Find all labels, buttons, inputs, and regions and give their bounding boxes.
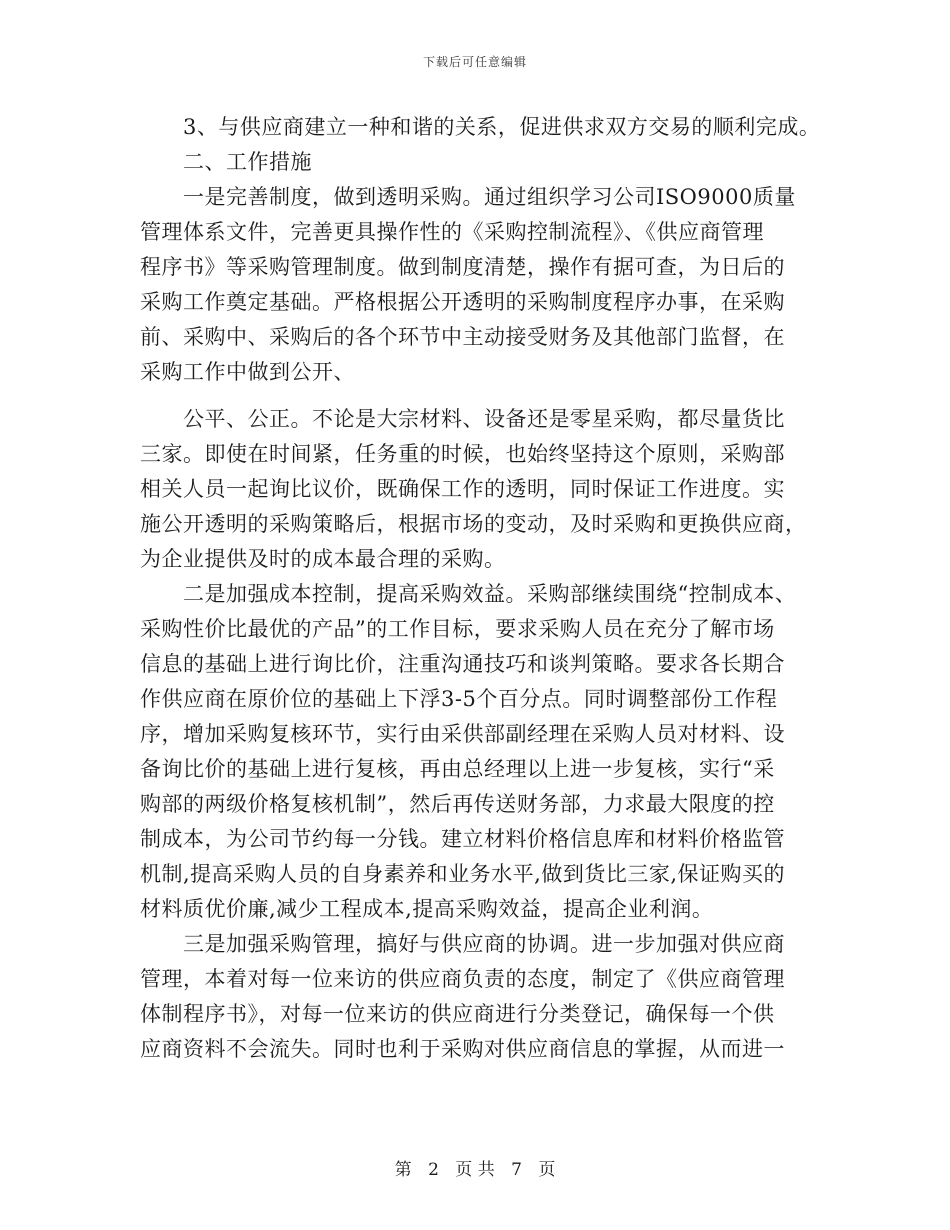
- page-header-note: 下载后可任意编辑: [422, 55, 527, 69]
- text-line: 管理体系文件，完善更具操作性的《采购控制流程》、《供应商管理: [140, 220, 764, 244]
- section-heading: 二、工作措施: [140, 150, 312, 174]
- text-line: 为企业提供及时的成本最合理的采购。: [140, 547, 506, 571]
- footer-suffix: 页: [538, 1160, 556, 1180]
- text-line: [140, 1067, 812, 1102]
- text-line: 一是完善制度，做到透明采购。通过组织学习公司ISO9000质量: [140, 185, 796, 209]
- paragraph-block-1: [140, 110, 821, 390]
- text-line: 序，增加采购复核环节，实行由采供部副经理在采购人员对材料、设: [140, 722, 785, 746]
- text-line: 程序书》等采购管理制度。做到制度清楚，操作有据可查，为日后的: [140, 255, 785, 279]
- text-line: 3、与供应商建立一种和谐的关系，促进供求双方交易的顺利完成。: [140, 115, 821, 139]
- paragraph-block-2: [140, 402, 812, 1137]
- document-body: [140, 110, 821, 1137]
- text-line: 前、采购中、采购后的各个环节中主动接受财务及其他部门监督，在: [140, 325, 785, 349]
- text-line: 备询比价的基础上进行复核，再由总经理以上进一步复核，实行“采: [140, 757, 775, 781]
- footer-middle: 页 共: [455, 1160, 495, 1180]
- text-line: 施公开透明的采购策略后，根据市场的变动，及时采购和更换供应商，: [140, 512, 807, 536]
- text-line: 应商资料不会流失。同时也利于采购对供应商信息的掌握，从而进一: [140, 1037, 785, 1061]
- footer-prefix: 第: [394, 1160, 412, 1180]
- text-line: 采购工作中做到公开、: [140, 360, 355, 384]
- text-line: 采购工作奠定基础。严格根据公开透明的采购制度程序办事，在采购: [140, 290, 785, 314]
- text-line: 信息的基础上进行询比价，注重沟通技巧和谈判策略。要求各长期合: [140, 652, 785, 676]
- text-line: 三是加强采购管理，搞好与供应商的协调。进一步加强对供应商: [140, 932, 785, 956]
- current-page-number: 2: [428, 1160, 439, 1180]
- text-line: 管理，本着对每一位来访的供应商负责的态度，制定了《供应商管理: [140, 967, 785, 991]
- text-line: 体制程序书》，对每一位来访的供应商进行分类登记，确保每一个供: [140, 1002, 775, 1026]
- text-line: 三家。即使在时间紧，任务重的时候，也始终坚持这个原则，采购部: [140, 442, 785, 466]
- text-line: 作供应商在原价位的基础上下浮3-5个百分点。同时调整部份工作程: [140, 687, 778, 711]
- text-line: 二是加强成本控制，提高采购效益。采购部继续围绕“控制成本、: [140, 582, 797, 606]
- text-line: 相关人员一起询比议价，既确保工作的透明，同时保证工作进度。实: [140, 477, 785, 501]
- text-line: 机制,提高采购人员的自身素养和业务水平,做到货比三家,保证购买的: [140, 862, 786, 886]
- text-line: 制成本，为公司节约每一分钱。建立材料价格信息库和材料价格监管: [140, 827, 785, 851]
- text-line: [140, 1102, 812, 1137]
- page-number-footer: [0, 1155, 950, 1180]
- paragraph-gap: [140, 390, 812, 402]
- text-line: 材料质优价廉,减少工程成本,提高采购效益，提高企业利润。: [140, 897, 714, 921]
- text-line: 采购性价比最优的产品”的工作目标，要求采购人员在充分了解市场: [140, 617, 775, 641]
- total-page-count: 7: [511, 1160, 522, 1180]
- text-line: 公平、公正。不论是大宗材料、设备还是零星采购，都尽量货比: [140, 407, 785, 431]
- text-line: 购部的两级价格复核机制”，然后再传送财务部，力求最大限度的控: [140, 792, 775, 816]
